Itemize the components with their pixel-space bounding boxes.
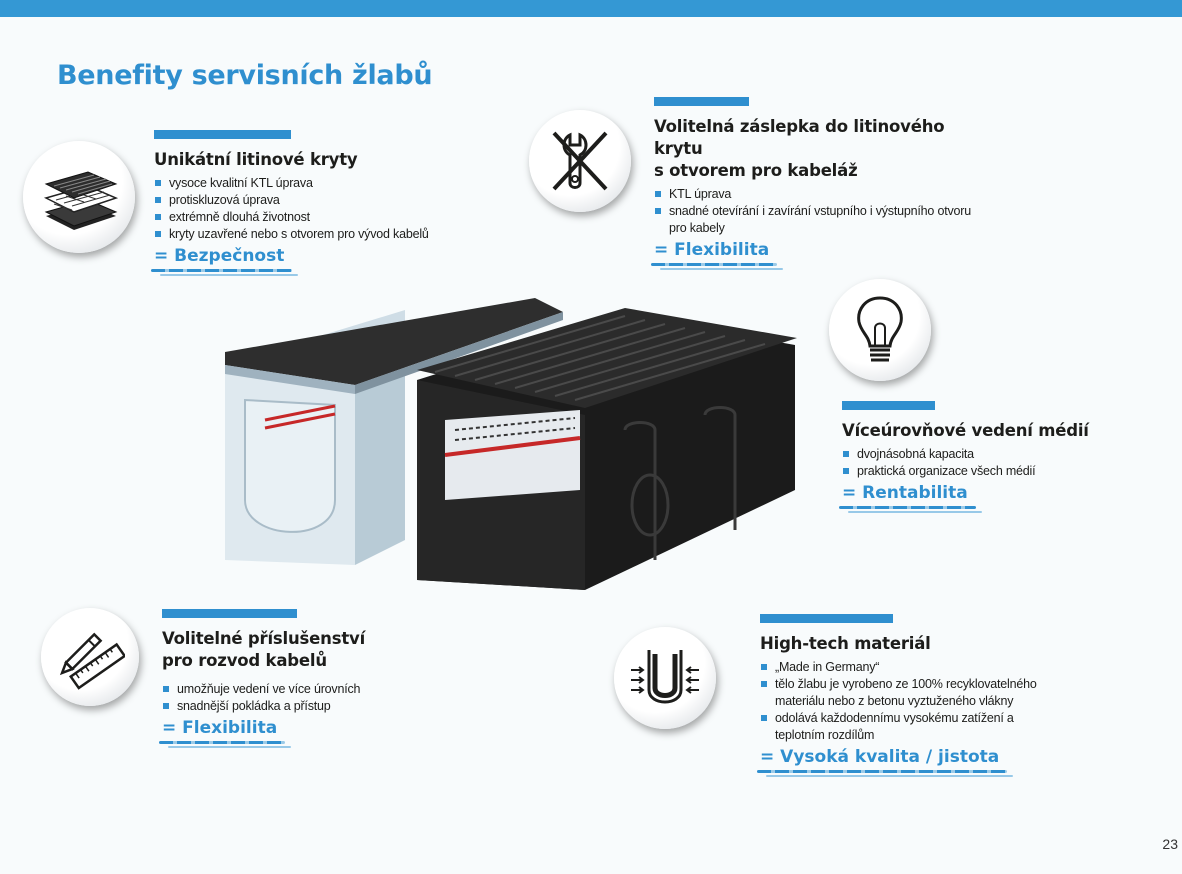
list-item: snadné otevírání i zavírání vstupního i výstupního otvoru pro kabely (654, 203, 974, 237)
lightbulb-icon (829, 279, 931, 381)
list-item: kryty uzavřené nebo s otvorem pro vývod kabelů (154, 226, 484, 243)
top-accent-bar (0, 0, 1182, 17)
list-item: KTL úprava (654, 186, 994, 203)
page-title: Benefity servisních žlabů (57, 60, 433, 91)
benefit-label: = Rentabilita (842, 483, 968, 509)
benefit-label: = Vysoká kvalita / jistota (760, 747, 999, 773)
section-plug (654, 97, 994, 266)
list-item: praktická organizace všech médií (842, 463, 1162, 480)
list-item: umožňuje vedení ve více úrovních (162, 681, 482, 698)
benefit-label: = Flexibilita (654, 240, 769, 266)
pencil-ruler-icon (41, 608, 139, 706)
product-illustration (205, 290, 805, 625)
list-item: „Made in Germany“ (760, 659, 1080, 676)
bullet-list (842, 446, 1162, 480)
benefit-label: = Flexibilita (162, 718, 277, 744)
list-item: protiskluzová úprava (154, 192, 484, 209)
section-heading: pro rozvod kabelů (162, 651, 327, 670)
channel-profile-icon (614, 627, 716, 729)
section-accessories (162, 609, 482, 744)
section-heading: s otvorem pro kabeláž (654, 161, 858, 180)
section-covers (154, 130, 484, 272)
section-bar (154, 130, 291, 139)
grating-layers-icon (23, 141, 135, 253)
bullet-list (162, 681, 482, 715)
section-bar (842, 401, 935, 410)
section-heading: Víceúrovňové vedení médií (842, 421, 1089, 440)
section-heading: High-tech materiál (760, 634, 931, 653)
page-number: 23 (1162, 836, 1178, 852)
section-heading: Volitelná záslepka do litinového krytu (654, 117, 945, 158)
list-item: odolává každodennímu vysokému zatížení a teplotním rozdílům (760, 710, 1065, 744)
section-bar (654, 97, 749, 106)
list-item: vysoce kvalitní KTL úprava (154, 175, 484, 192)
benefit-label: = Bezpečnost (154, 246, 284, 272)
bullet-list (154, 175, 484, 243)
bullet-list (760, 659, 1080, 744)
list-item: extrémně dlouhá životnost (154, 209, 484, 226)
bullet-list (654, 186, 994, 237)
section-heading: Volitelné příslušenství (162, 629, 366, 648)
list-item: tělo žlabu je vyrobeno ze 100% recyklovatelného materiálu nebo z betonu vyztuženého vlákny (760, 676, 1065, 710)
section-material (760, 614, 1080, 773)
section-heading: Unikátní litinové kryty (154, 150, 358, 169)
no-tools-icon (529, 110, 631, 212)
list-item: dvojnásobná kapacita (842, 446, 1162, 463)
section-media (842, 401, 1162, 509)
list-item: snadnější pokládka a přístup (162, 698, 482, 715)
